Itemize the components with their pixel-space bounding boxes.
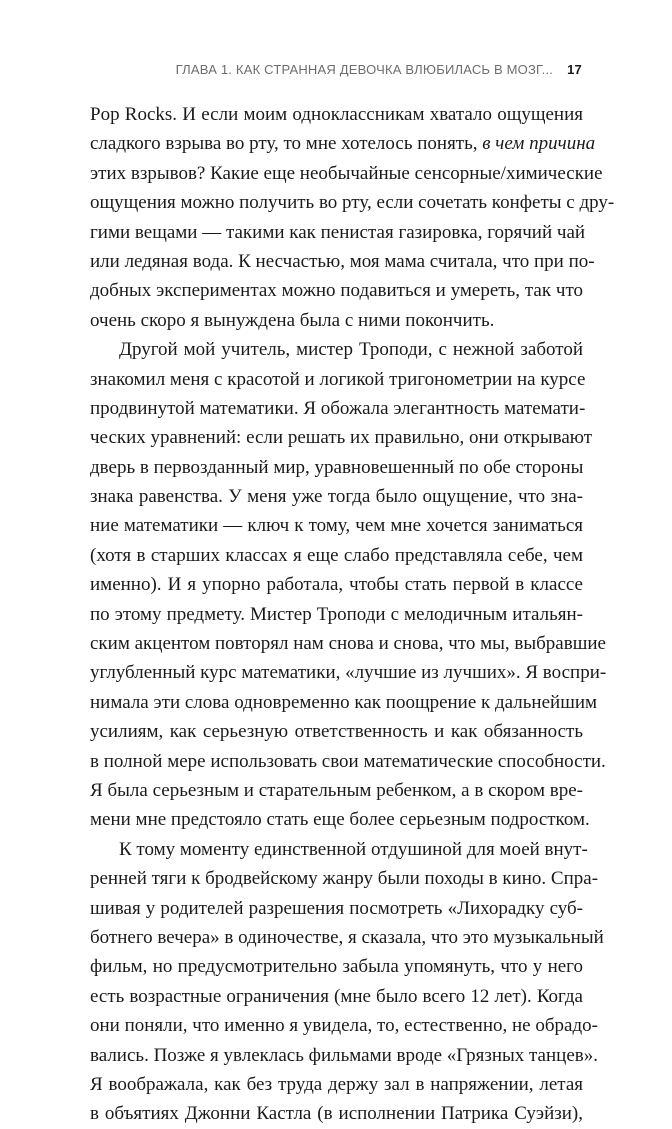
text-line (90, 511, 583, 540)
text-segment: продвинутой математики. Я обожала элегантность математи- (90, 397, 586, 419)
text-line (90, 100, 583, 129)
text-line (90, 835, 588, 864)
text-line (90, 923, 604, 952)
text-segment: гими вещами — такими как пенистая газировка, горячий чай (90, 221, 586, 243)
text-segment: или ледяная вода. К несчастью, моя мама считала, что при по- (90, 250, 595, 272)
text-line (90, 1099, 583, 1128)
text-segment: Другой мой учитель, мистер Троподи, с нежной заботой (119, 339, 583, 361)
text-segment: по этому предмету. Мистер Троподи с мелодичным итальян- (90, 603, 583, 625)
text-line (90, 894, 583, 923)
text-segment: знака равенства. У меня уже тогда было ощущение, что зна- (90, 486, 583, 508)
text-line (90, 982, 583, 1011)
text-segment: в объятиях Джонни Кастла (в исполнении Патрика Суэйзи), (90, 1103, 583, 1125)
text-segment: нимала эти слова одновременно как поощрение к дальнейшим (90, 691, 598, 713)
text-segment: они поняли, что именно я увидела, то, естественно, не обрадо- (90, 1015, 598, 1037)
text-line (90, 1070, 583, 1099)
text-segment: добных экспериментах можно подавиться и умереть, так что (90, 280, 583, 302)
text-line (90, 365, 586, 394)
running-header (176, 62, 582, 77)
text-segment: ботнего вечера» в одиночестве, я сказала, что это музыкальный (90, 926, 604, 948)
text-line (90, 1041, 598, 1070)
text-segment: в полной мере использовать свои математические способности. (90, 750, 606, 772)
text-segment: очень скоро я вынуждена была с ними покончить. (90, 309, 495, 331)
text-line (90, 629, 606, 658)
text-line (90, 952, 583, 981)
text-segment: Pop Rocks. И если моим одноклассникам хватало ощущения (90, 104, 583, 125)
paragraph (90, 835, 604, 1129)
text-segment: шивая у родителей разрешения посмотреть «Лихорадку суб- (90, 897, 583, 919)
text-line (90, 864, 599, 893)
chapter-title: ГЛАВА 1. КАК СТРАННАЯ ДЕВОЧКА ВЛЮБИЛАСЬ В МОЗГ... (175, 62, 554, 77)
text-line (90, 658, 607, 687)
text-line (90, 570, 583, 599)
text-segment: углубленный курс математики, «лучшие из лучших». Я воспри- (90, 662, 607, 684)
text-line (90, 306, 583, 335)
text-line (90, 423, 593, 452)
text-line (90, 188, 615, 217)
text-segment: Я воображала, как без труда держу зал в напряжении, летая (90, 1073, 583, 1095)
text-segment: К тому моменту единственной отдушиной для моей внут- (119, 838, 588, 860)
text-segment: Я была серьезным и старательным ребенком, а в скором вре- (90, 779, 583, 801)
text-line (90, 541, 583, 570)
text-line (90, 159, 603, 188)
text-segment: ощущения можно получить во рту, если сочетать конфеты с дру- (90, 192, 615, 214)
text-segment: сладкого взрыва во рту, то мне хотелось понять, (90, 133, 483, 155)
text-segment: дверь в первозданный мир, уравновешенный по обе стороны (90, 456, 584, 478)
text-line (90, 776, 583, 805)
emphasis-text: в чем причина (482, 133, 596, 155)
text-segment: этих взрывов? Какие еще необычайные сенсорные/химические (90, 162, 603, 184)
body-text (90, 100, 615, 1129)
text-segment: фильм, но предусмотрительно забыла упомянуть, что у него (90, 956, 583, 978)
text-segment: вались. Позже я увлеклась фильмами вроде «Грязных танцев». (90, 1044, 598, 1066)
text-segment: усилиям, как серьезную ответственность и как обязанность (90, 721, 583, 743)
text-line (90, 717, 583, 746)
text-line (90, 276, 583, 305)
text-segment: именно). И я упорно работала, чтобы стать первой в классе (90, 574, 583, 596)
text-segment: ческих уравнений: если решать их правильно, они открывают (90, 427, 593, 449)
text-line (90, 453, 583, 482)
page-number: 17 (567, 62, 582, 77)
text-line (90, 747, 606, 776)
text-line (90, 688, 598, 717)
text-line (90, 247, 595, 276)
paragraph (90, 335, 607, 835)
text-segment: есть возрастные ограничения (мне было всего 12 лет). Когда (90, 985, 583, 1007)
text-line (90, 482, 583, 511)
text-segment: знакомил меня с красотой и логикой тригонометрии на курсе (90, 368, 586, 390)
text-line (90, 600, 583, 629)
text-segment: мени мне предстояло стать еще более серьезным подростком. (90, 809, 590, 831)
text-line (90, 335, 583, 364)
text-segment: (хотя в старших классах я еще слабо представляла себе, чем (90, 544, 583, 566)
text-segment: ренней тяги к бродвейскому жанру были походы в кино. Спра- (90, 868, 599, 890)
text-line (90, 218, 586, 247)
text-line (90, 129, 596, 158)
text-line (90, 1011, 598, 1040)
text-segment: ским акцентом повторял нам снова и снова, что мы, выбравшие (90, 633, 606, 655)
text-segment: ние математики — ключ к тому, чем мне хочется заниматься (90, 515, 583, 537)
text-line (90, 394, 586, 423)
paragraph (90, 100, 615, 335)
text-line (90, 805, 590, 834)
